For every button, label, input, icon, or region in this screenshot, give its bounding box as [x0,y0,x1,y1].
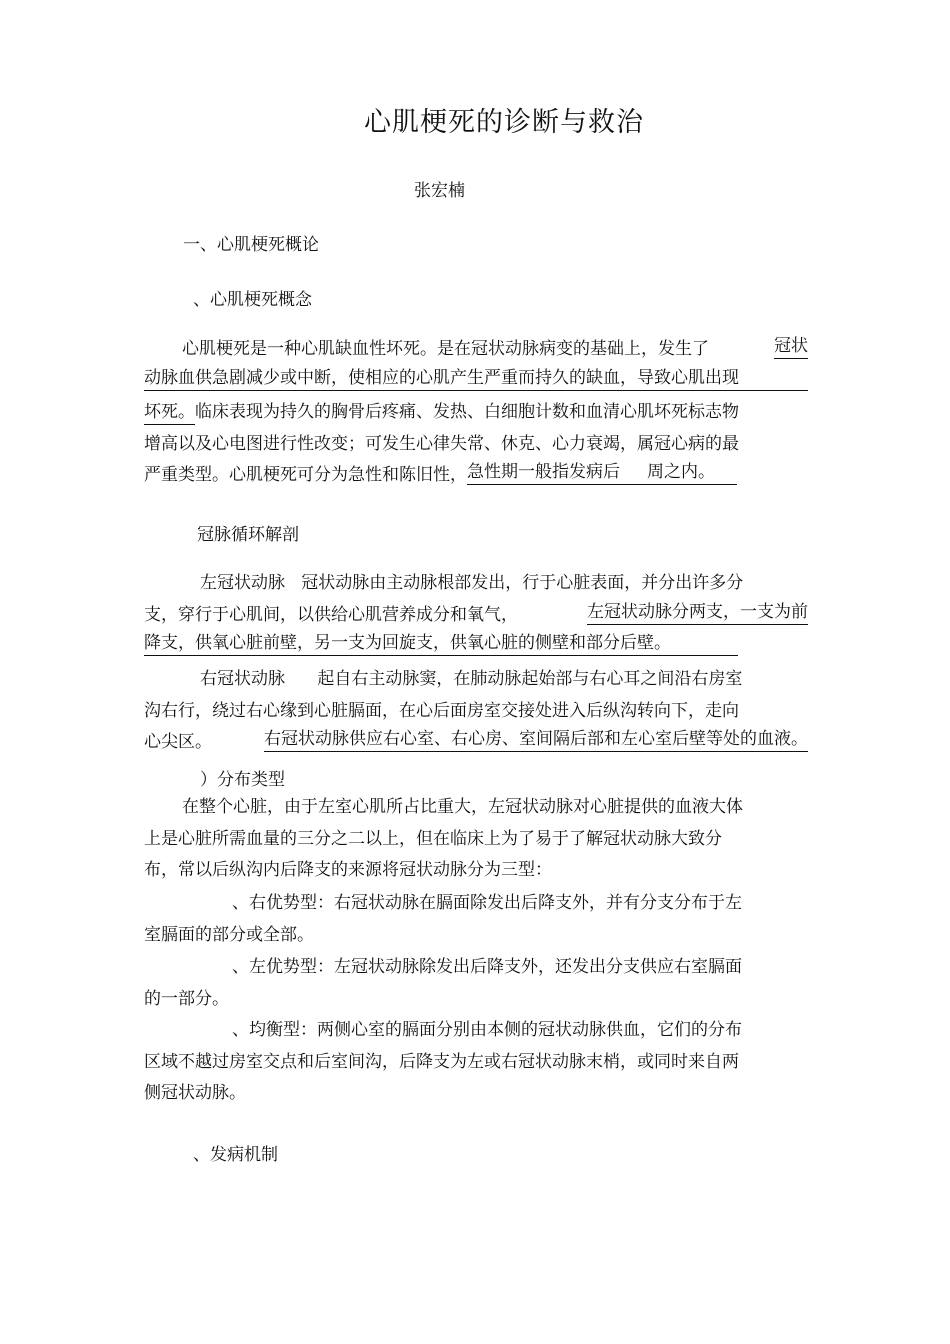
paragraph-right-coronary [144,664,808,759]
type-right-dominant [144,888,808,951]
text-line: 支，穿行于心肌间，以供给心肌营养成分和氧气， 左冠状动脉分两支，一支为前 [144,601,808,625]
text-line: 心肌梗死是一种心肌缺血性坏死。是在冠状动脉病变的基础上，发生了 冠状 [182,336,808,359]
text-line: 室膈面的部分或全部。 [144,924,314,945]
paragraph-definition [144,334,808,492]
text-line: 坏死。临床表现为持久的胸骨后疼痛、发热、白细胞计数和血清心肌坏死标志物 [144,397,808,429]
text-line: 上是心脏所需血量的三分之二以上，但在临床上为了易于了解冠状动脉大致分 [144,828,722,849]
paragraph-distribution [144,792,808,887]
text-line: 心尖区。 右冠状动脉供应右心室、右心房、室间隔后部和左心室后壁等处的血液。 [144,729,808,753]
text-line: 左冠状动脉 冠状动脉由主动脉根部发出，行于心脏表面，并分出许多分 [200,573,744,593]
text-line: 严重类型。心肌梗死可分为急性和陈旧性， 急性期一般指发病后 周之内。 [144,460,808,492]
text-line: 在整个心脏，由于左室心肌所占比重大，左冠状动脉对心脏提供的血液大体 [182,797,743,817]
subsection-heading: 冠脉循环解剖 [197,525,299,545]
text-line: 侧冠状动脉。 [144,1083,246,1104]
text-line: 区域不越过房室交点和后室间沟，后降支为左或右冠状动脉末梢，或同时来自两 [144,1051,739,1072]
subsection-heading: ）分布类型 [200,770,285,790]
subsection-heading: 、发病机制 [193,1145,278,1165]
author: 张宏楠 [414,181,465,201]
text-line: 、均衡型：两侧心室的膈面分别由本侧的冠状动脉供血，它们的分布 [232,1020,742,1040]
text-line: 布，常以后纵沟内后降支的来源将冠状动脉分为三型： [144,860,552,881]
text-line: 的一部分。 [144,988,229,1009]
text-line: 动脉血供急剧减少或中断，使相应的心肌产生严重而持久的缺血，导致心肌出现 [144,366,808,398]
document-title: 心肌梗死的诊断与救治 [364,107,644,138]
text-line: 右冠状动脉 起自右主动脉窦，在肺动脉起始部与右心耳之间沿右房室 [200,669,743,689]
type-left-dominant [144,952,808,1015]
text-line: 增高以及心电图进行性改变；可发生心律失常、休克、心力衰竭，属冠心病的最 [144,433,739,454]
text-line: 沟右行，绕过右心缘到心脏膈面，在心后面房室交接处进入后纵沟转向下，走向 [144,700,739,721]
text-line: 降支，供氧心脏前壁，另一支为回旋支，供氧心脏的侧壁和部分后壁。 [144,631,808,663]
subsection-heading: 、心肌梗死概念 [193,290,312,310]
text-line: 、右优势型：右冠状动脉在膈面除发出后降支外，并有分支分布于左 [232,893,742,913]
type-balanced [144,1015,808,1110]
section-heading: 一、心肌梗死概论 [183,235,319,255]
text-line: 、左优势型：左冠状动脉除发出后降支外，还发出分支供应右室膈面 [232,957,742,977]
paragraph-left-coronary [144,568,808,663]
